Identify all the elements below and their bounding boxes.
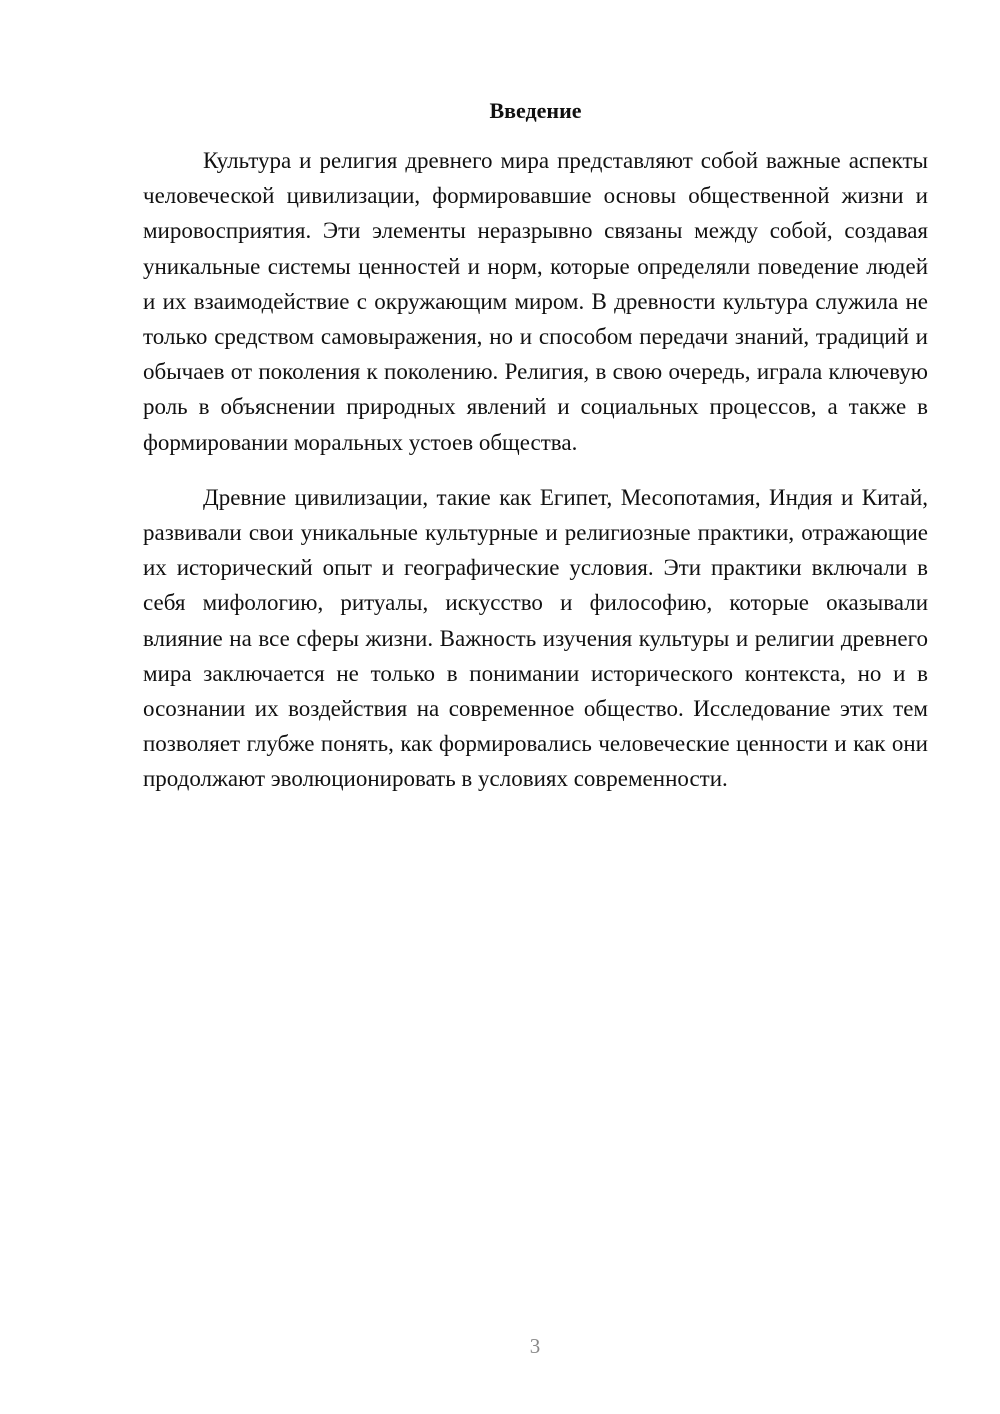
body-text xyxy=(143,143,928,797)
page-number: 3 xyxy=(529,1334,541,1358)
section-heading: Введение xyxy=(489,98,582,123)
paragraph-2: Древние цивилизации, такие как Египет, Месопотамия, Индия и Китай, развивали свои уникальные культурные и религиозные практики, отражающие их исторический опыт и географические условия. Эти практики включали в себя мифологию, ритуалы, искусство и философию, которые оказывали влияние на все сферы жизни. Важность изучения культуры и религии древнего мира заключается не только в понимании исторического контекста, но и в осознании их воздействия на современное общество. Исследование этих тем позволяет глубже понять, как формировались человеческие ценности и как они продолжают эволюционировать в условиях современности. xyxy=(143,484,928,792)
paragraph-1: Культура и религия древнего мира представляют собой важные аспекты человеческой цивилизации, формировавшие основы общественной жизни и мировосприятия. Эти элементы неразрывно связаны между собой, создавая уникальные системы ценностей и норм, которые определяли поведение людей и их взаимодействие с окружающим миром. В древности культура служила не только средством самовыражения, но и способом передачи знаний, традиций и обычаев от поколения к поколению. Религия, в свою очередь, играла ключевую роль в объяснении природных явлений и социальных процессов, а также в формировании моральных устоев общества. xyxy=(143,148,928,455)
